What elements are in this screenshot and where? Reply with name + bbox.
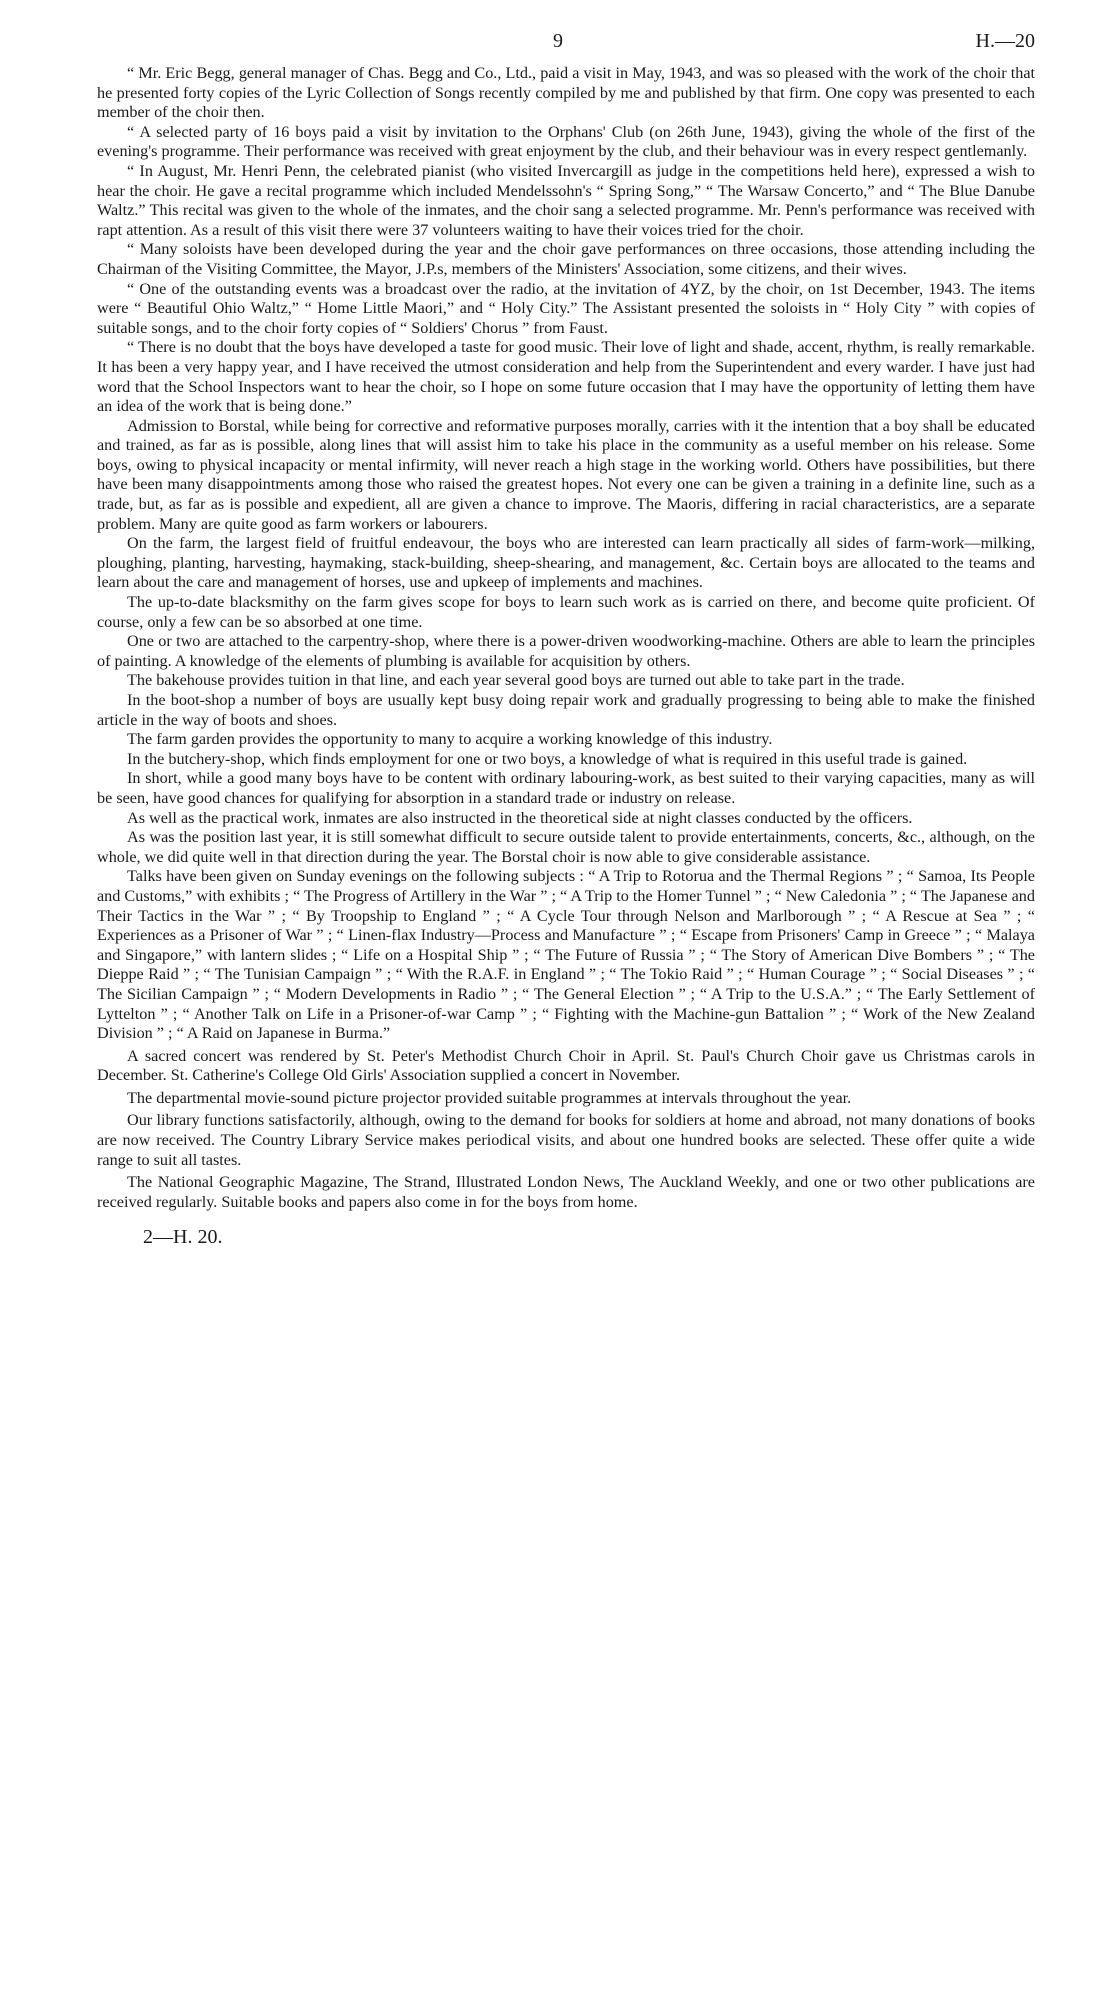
page-number: 9 (553, 30, 563, 52)
paragraph: “ One of the outstanding events was a broadcast over the radio, at the invitation of 4YZ, by the choir, on 1st December, 1943. The items were “ Beautiful Ohio Waltz,” “ Home Little Maori,” and “ Holy City.” The Assistant presented the soloists in “ Holy City ” with copies of suitable songs, and to the choir forty copies of “ Soldiers' Chorus ” from Faust. (97, 279, 1035, 337)
paragraph: The up-to-date blacksmithy on the farm gives scope for boys to learn such work as is carried on there, and become quite proficient. Of course, only a few can be so absorbed at one time. (97, 593, 1035, 631)
paragraph: In short, while a good many boys have to be content with ordinary labouring-work, as best suited to their varying capacities, many as will be seen, have good chances for qualifying for absorption in a standard trade or industry on release. (97, 769, 1035, 807)
paragraph: “ Mr. Eric Begg, general manager of Chas. Begg and Co., Ltd., paid a visit in May, 1943, and was so pleased with the work of the choir that he presented forty copies of the Lyric Collection of Songs recently compiled by me and published by that firm. One copy was presented to each member of the choir then. (97, 64, 1035, 122)
paragraph: Admission to Borstal, while being for corrective and reformative purposes morally, carries with it the intention that a boy shall be educated and trained, as far as is possible, along lines that will assist him to take his place in the community as a useful member on his release. Some boys, owing to physical incapacity or mental infirmity, will never reach a high stage in the working world. Others have possibilities, but there have been many disappointments among those who raised the greatest hopes. Not every one can be given a training in a definite line, such as a trade, but, as far as is possible and expedient, all are given a chance to improve. The Maoris, differing in racial characteristics, are a separate problem. Many are quite good as farm workers or labourers. (97, 416, 1035, 533)
paragraph: Talks have been given on Sunday evenings on the following subjects : “ A Trip to Rotorua and the Thermal Regions ” ; “ Samoa, Its People and Customs,” with exhibits ; “ The Progress of Artillery in the War ” ; “ A Trip to the Homer Tunnel ” ; “ New Caledonia ” ; “ The Japanese and Their Tactics in the War ” ; “ By Troopship to England ” ; “ A Cycle Tour through Nelson and Marlborough ” ; “ A Rescue at Sea ” ; “ Experiences as a Prisoner of War ” ; “ Linen-flax Industry—Process and Manufacture ” ; “ Escape from Prisoners' Camp in Greece ” ; “ Malaya and Singapore,” with lantern slides ; “ Life on a Hospital Ship ” ; “ The Future of Russia ” ; “ The Story of American Dive Bombers ” ; “ The Dieppe Raid ” ; “ The Tunisian Campaign ” ; “ With the R.A.F. in England ” ; “ The Tokio Raid ” ; “ Human Courage ” ; “ Social Diseases ” ; “ The Sicilian Campaign ” ; “ Modern Developments in Radio ” ; “ The General Election ” ; “ A Trip to the U.S.A.” ; “ The Early Settlement of Lyttelton ” ; “ Another Talk on Life in a Prisoner-of-war Camp ” ; “ Fighting with the Machine-gun Battalion ” ; “ Work of the New Zealand Division ” ; “ A Raid on Japanese in Burma.” (97, 867, 1035, 1043)
document-page (97, 30, 1035, 1249)
page-footer-signature: 2—H. 20. (143, 1226, 223, 1249)
paragraph: A sacred concert was rendered by St. Peter's Methodist Church Choir in April. St. Paul's Church Choir gave us Christmas carols in December. St. Catherine's College Old Girls' Association supplied a concert in November. (97, 1046, 1035, 1085)
paragraph: The farm garden provides the opportunity to many to acquire a working knowledge of this industry. (127, 730, 773, 749)
paragraph: The bakehouse provides tuition in that line, and each year several good boys are turned out able to take part in the trade. (127, 671, 905, 690)
document-reference: H.—20 (975, 30, 1035, 52)
paragraph: One or two are attached to the carpentry-shop, where there is a power-driven woodworking-machine. Others are able to learn the principles of painting. A knowledge of the elements of plumbing is available for acquisition by others. (97, 632, 1035, 670)
paragraph: On the farm, the largest field of fruitful endeavour, the boys who are interested can learn practically all sides of farm-work—milking, ploughing, planting, harvesting, haymaking, stack-building, sheep-shearing, and management, &c. Certain boys are allocated to the teams and learn about the care and management of horses, use and upkeep of implements and machines. (97, 534, 1035, 592)
paragraph: In the boot-shop a number of boys are usually kept busy doing repair work and gradually progressing to being able to make the finished article in the way of boots and shoes. (97, 691, 1035, 729)
paragraph: As was the position last year, it is still somewhat difficult to secure outside talent to provide entertainments, concerts, &c., although, on the whole, we did quite well in that direction during the year. The Borstal choir is now able to give considerable assistance. (97, 828, 1035, 866)
paragraph: The National Geographic Magazine, The Strand, Illustrated London News, The Auckland Weekly, and one or two other publications are received regularly. Suitable books and papers also come in for the boys from home. (97, 1173, 1035, 1211)
paragraph: “ A selected party of 16 boys paid a visit by invitation to the Orphans' Club (on 26th June, 1943), giving the whole of the first of the evening's programme. Their performance was received with great enjoyment by the club, and their behaviour was in every respect gentlemanly. (97, 122, 1035, 161)
paragraph: “ There is no doubt that the boys have developed a taste for good music. Their love of light and shade, accent, rhythm, is really remarkable. It has been a very happy year, and I have received the utmost consideration and help from the Superintendent and every warder. I have just had word that the School Inspectors want to hear the choir, so I hope on some future occasion that I may have the opportunity of letting them have an idea of the work that is being done.” (97, 338, 1035, 416)
paragraph: “ Many soloists have been developed during the year and the choir gave performances on three occasions, those attending including the Chairman of the Visiting Committee, the Mayor, J.P.s, members of the Ministers' Association, some citizens, and their wives. (97, 240, 1035, 278)
paragraph: “ In August, Mr. Henri Penn, the celebrated pianist (who visited Invercargill as judge in the competitions held here), expressed a wish to hear the choir. He gave a recital programme which included Mendelssohn's “ Spring Song,” “ The Warsaw Concerto,” and “ The Blue Danube Waltz.” This recital was given to the whole of the inmates, and the choir sang a selected programme. Mr. Penn's performance was received with rapt attention. As a result of this visit there were 37 volunteers waiting to have their voices tried for the choir. (97, 161, 1035, 239)
paragraph: Our library functions satisfactorily, although, owing to the demand for books for soldiers at home and abroad, not many donations of books are now received. The Country Library Service makes periodical visits, and about one hundred books are selected. These offer quite a wide range to suit all tastes. (97, 1111, 1035, 1169)
page-header (97, 30, 1035, 64)
paragraph: The departmental movie-sound picture projector provided suitable programmes at intervals throughout the year. (127, 1088, 852, 1107)
document-body (97, 64, 1035, 1212)
paragraph: As well as the practical work, inmates are also instructed in the theoretical side at night classes conducted by the officers. (127, 808, 913, 827)
paragraph: In the butchery-shop, which finds employment for one or two boys, a knowledge of what is required in this useful trade is gained. (127, 749, 968, 768)
